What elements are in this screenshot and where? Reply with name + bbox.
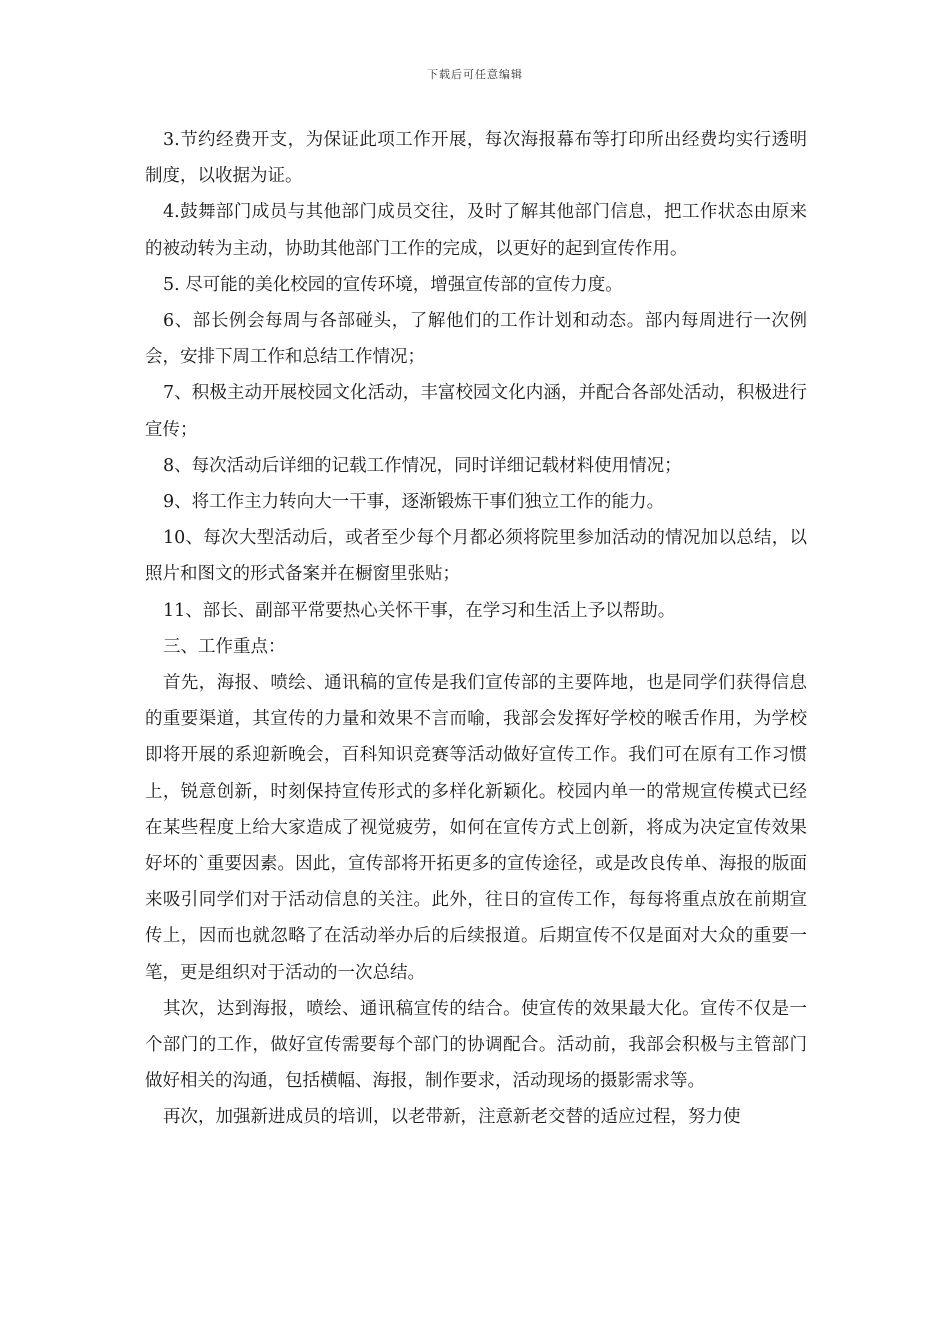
paragraph-item-11: 11、部长、副部平常要热心关怀干事，在学习和生活上予以帮助。 [163, 600, 676, 621]
paragraph-item-3: 3.节约经费开支，为保证此项工作开展，每次海报幕布等打印所出经费均实行透明制度，以收据为证。 [145, 130, 807, 187]
paragraph-second: 其次，达到海报，喷绘、通讯稿宣传的结合。使宣传的效果最大化。宣传不仅是一个部门的工作，做好宣传需要每个部门的协调配合。活动前，我部会积极与主管部门做好相关的沟通，包括横幅、海报，制作要求，活动现场的摄影需求等。 [145, 998, 807, 1092]
section-heading-work-focus: 三、工作重点： [163, 636, 286, 657]
paragraph-item-10: 10、每次大型活动后，或者至少每个月都必须将院里参加活动的情况加以总结，以照片和图文的形式备案并在橱窗里张贴； [145, 528, 807, 585]
document-body [145, 122, 807, 1136]
paragraph-item-7: 7、积极主动开展校园文化活动，丰富校园文化内涵，并配合各部处活动，积极进行宣传； [145, 383, 807, 440]
paragraph-item-8: 8、每次活动后详细的记载工作情况，同时详细记载材料使用情况； [163, 455, 682, 476]
paragraph-item-6: 6、部长例会每周与各部碰头，了解他们的工作计划和动态。部内每周进行一次例会，安排下周工作和总结工作情况； [145, 311, 807, 368]
paragraph-item-5: 5. 尽可能的美化校园的宣传环境，增强宣传部的宣传力度。 [163, 274, 623, 295]
paragraph-item-9: 9、将工作主力转向大一干事，逐渐锻炼干事们独立工作的能力。 [163, 492, 665, 513]
paragraph-item-4: 4.鼓舞部门成员与其他部门成员交往，及时了解其他部门信息，把工作状态由原来的被动转为主动，协助其他部门工作的完成，以更好的起到宣传作用。 [145, 202, 807, 259]
paragraph-first: 首先，海报、喷绘、通讯稿的宣传是我们宣传部的主要阵地，也是同学们获得信息的重要渠道，其宣传的力量和效果不言而喻，我部会发挥好学校的喉舌作用，为学校即将开展的系迎新晚会，百科知识竞赛等活动做好宣传工作。我们可在原有工作习惯上，锐意创新，时刻保持宣传形式的多样化新颖化。校园内单一的常规宣传模式已经在某些程度上给大家造成了视觉疲劳，如何在宣传方式上创新，将成为决定宣传效果好坏的`重要因素。因此，宣传部将开拓更多的宣传途径，或是改良传单、海报的版面来吸引同学们对于活动信息的关注。此外，往日的宣传工作，每每将重点放在前期宣传上，因而也就忽略了在活动举办后的后续报道。后期宣传不仅是面对大众的重要一笔，更是组织对于活动的一次总结。 [145, 673, 807, 983]
page-header-note: 下载后可任意编辑 [427, 68, 523, 81]
paragraph-third: 再次，加强新进成员的培训，以老带新，注意新老交替的适应过程，努力使 [163, 1107, 741, 1128]
